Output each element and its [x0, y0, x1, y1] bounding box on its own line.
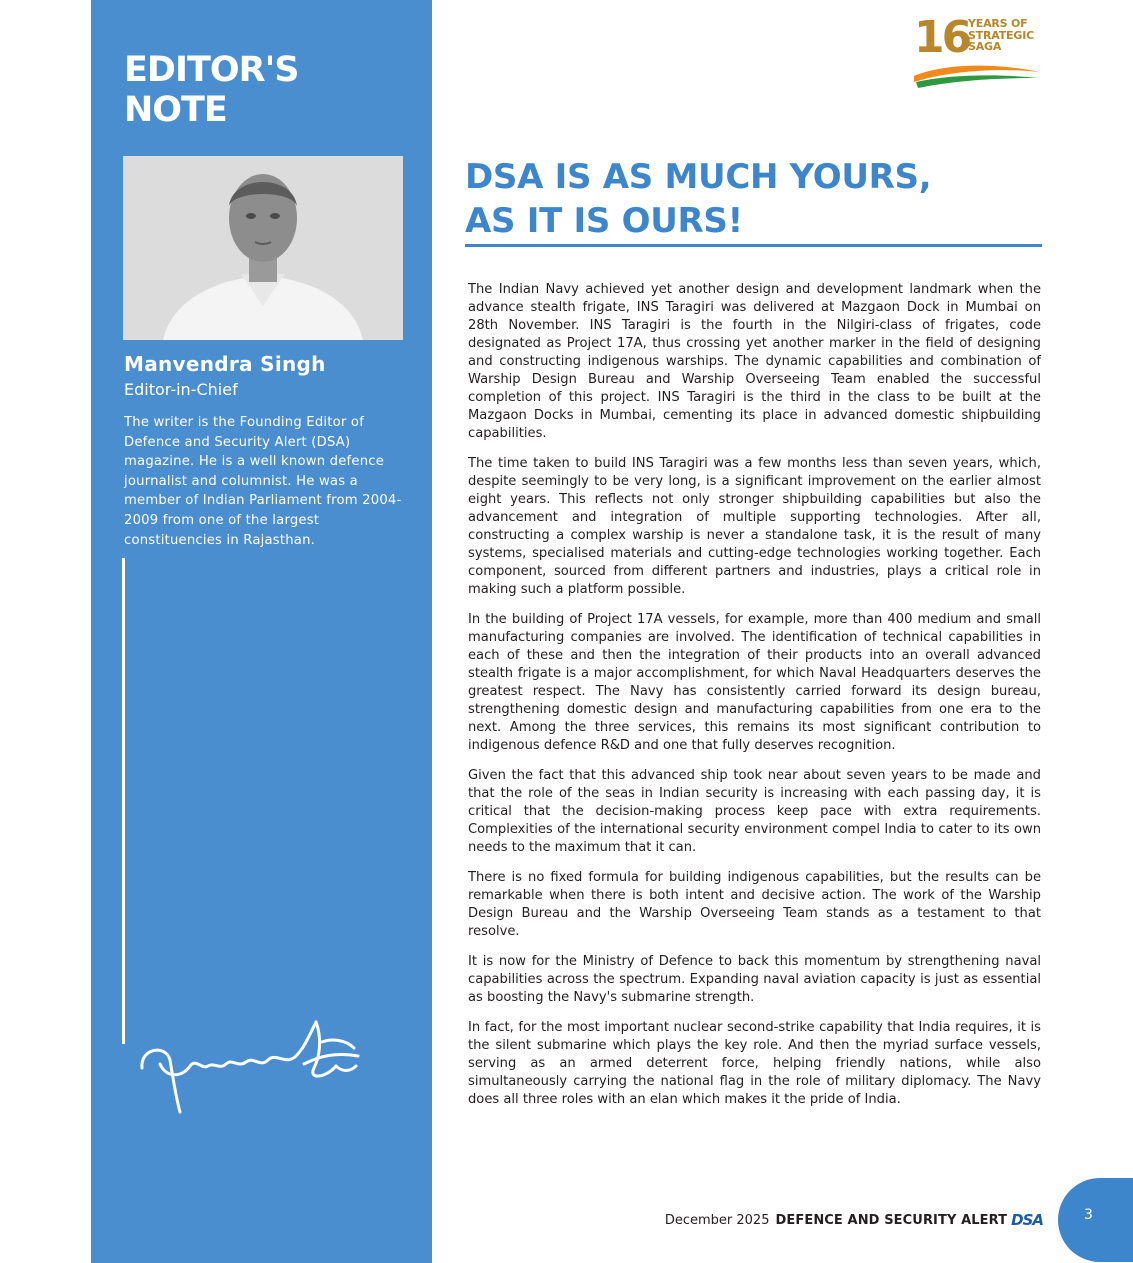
article-headline: DSA IS AS MUCH YOURS, AS IT IS OURS!: [465, 157, 932, 241]
sidebar-divider: [122, 558, 125, 1044]
page-footer: [665, 1211, 1043, 1229]
footer-publication: DEFENCE AND SECURITY ALERT: [775, 1212, 1008, 1228]
footer-month: December 2025: [664, 1212, 770, 1228]
signature: [136, 1008, 366, 1123]
article-paragraph: Given the fact that this advanced ship took near about seven years to be made and that the role of the seas in Indian security is increasing with each passing day, it is critical that the decision-making process keep pace with extra requirements. Complexities of the international security environment compel India to cater to its own needs to the maximum that it can.: [468, 768, 1041, 855]
author-bio: The writer is the Founding Editor of Defence and Security Alert (DSA) magazine. He is a well known defence journalist and columnist. He was a member of Indian Parliament from 2004-2009 from one of the largest constituencies in Rajasthan.: [124, 415, 402, 548]
page-number-tab: [1058, 1178, 1133, 1262]
article-paragraph: There is no fixed formula for building indigenous capabilities, but the results can be remarkable when there is both intent and decisive action. The work of the Warship Design Bureau and the Warship Overseeing Team stands as a testament to that resolve.: [468, 870, 1041, 939]
author-photo: [123, 156, 403, 340]
logo-number: 16: [914, 12, 970, 63]
article-paragraph: The Indian Navy achieved yet another design and development landmark when the advance stealth frigate, INS Taragiri was delivered at Mazgaon Dock in Mumbai on 28th November. INS Taragiri is the fourth in the Nilgiri-class of frigates, code designated as Project 17A, thus crossing yet another marker in the field of designing and constructing indigenous warships. The dynamic capabilities and combination of Warship Design Bureau and Warship Overseeing Team enabled the successful completion of this project. INS Taragiri is the third in the class to be built at the Mazgaon Docks in Mumbai, cementing its place in advanced domestic shipbuilding capabilities.: [468, 282, 1041, 441]
author-role: Editor-in-Chief: [124, 380, 238, 399]
author-name: Manvendra Singh: [124, 352, 326, 376]
anniversary-logo: [912, 12, 1044, 88]
section-title: EDITOR'S NOTE: [124, 50, 299, 130]
article-paragraph: In fact, for the most important nuclear second-strike capability that India requires, it is the silent submarine which plays the key role. And then the myriad surface vessels, serving as an armed deterrent force, helping friendly nations, while also simultaneously carrying the national flag in the role of military diplomacy. The Navy does all three roles with an elan which makes it the pride of India.: [468, 1020, 1041, 1107]
article-paragraph: The time taken to build INS Taragiri was a few months less than seven years, which, despite seemingly to be very long, is a significant improvement on the earlier almost eight years. This reflects not only stronger shipbuilding capabilities but also the advancement and integration of multiple supporting technologies. After all, constructing a complex warship is never a standalone task, it is the result of many systems, specialised materials and cutting-edge technologies working together. Each component, sourced from different partners and industries, plays a critical role in making such a platform possible.: [468, 456, 1041, 597]
article-paragraph: It is now for the Ministry of Defence to back this momentum by strengthening naval capabilities across the spectrum. Expanding naval aviation capacity is just as essential as boosting the Navy's submarine strength.: [468, 954, 1041, 1005]
article-paragraph: In the building of Project 17A vessels, for example, more than 400 medium and small manufacturing companies are involved. The identification of technical capabilities in each of these and then the integration of their products into an overall advanced stealth frigate is a major accomplishment, for which Naval Headquarters deserves the greatest respect. The Navy has consistently carried forward its design bureau, strengthening domestic design and manufacturing capabilities from one era to the next. Among the three services, this remains its most significant contribution to indigenous defence R&D and one that fully deserves recognition.: [468, 612, 1041, 753]
dsa-logo: DSA: [1011, 1211, 1043, 1229]
article-body: [468, 281, 1041, 1121]
page-number: 3: [1084, 1207, 1093, 1223]
tricolor-swoosh-icon: [912, 62, 1044, 88]
headline-rule: [465, 244, 1042, 247]
logo-text: YEARS OF STRATEGIC SAGA: [968, 17, 1034, 53]
